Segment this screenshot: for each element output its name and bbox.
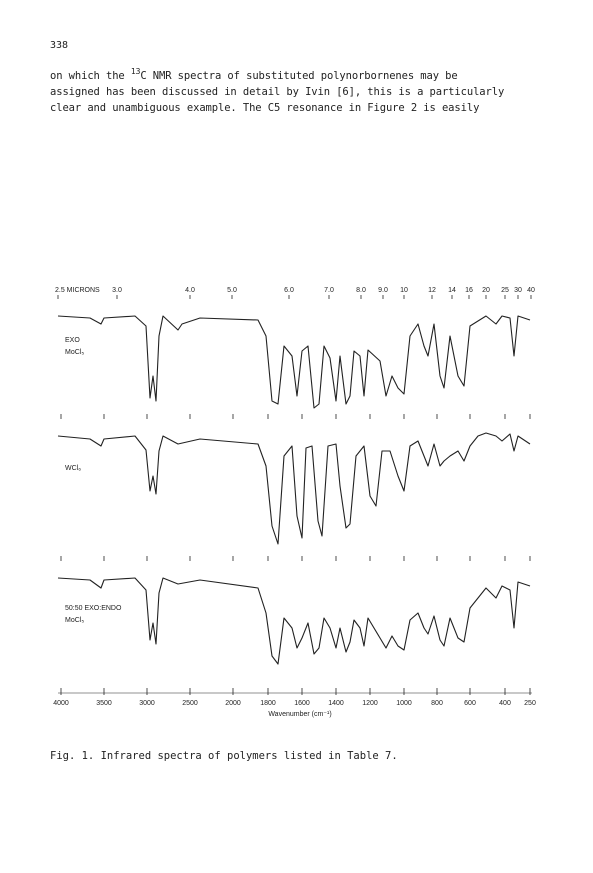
spectrum-trace-1 <box>58 316 530 408</box>
top-scale-tick-label: 8.0 <box>356 287 366 294</box>
body-line-1: on which the $^{13}$C NMR spectra of substituted polynorbornenes may be <box>50 67 458 82</box>
x-axis-tick-label: 1400 <box>328 700 344 707</box>
x-axis-tick-label: 4000 <box>53 700 69 707</box>
top-scale-tick-label: 25 <box>501 287 509 294</box>
spectrum-trace-3 <box>58 578 530 664</box>
top-scale-tick-label: 5.0 <box>227 287 237 294</box>
top-scale-microns-label: 2.5 MICRONS <box>55 287 100 294</box>
top-scale-tick-label: 20 <box>482 287 490 294</box>
spectrum-label-1: EXO <box>65 337 80 344</box>
x-axis-tick-label: 250 <box>524 700 536 707</box>
x-axis-tick-label: 2000 <box>225 700 241 707</box>
body-line-3: clear and unambiguous example. The C5 resonance in Figure 2 is easily <box>50 102 480 114</box>
ir-spectra-plot <box>0 270 593 730</box>
x-axis-tick-label: 3500 <box>96 700 112 707</box>
x-axis-tick-label: 1600 <box>294 700 310 707</box>
x-axis-tick-label: 400 <box>499 700 511 707</box>
top-scale-tick-label: 12 <box>428 287 436 294</box>
spectrum-sublabel-3: MoCl₅ <box>65 617 85 624</box>
body-text <box>50 64 550 116</box>
body-line-2: assigned has been discussed in detail by Ivin [6], this is a particularly <box>50 86 505 98</box>
x-axis-tick-label: 800 <box>431 700 443 707</box>
x-axis-tick-label: 1000 <box>396 700 412 707</box>
top-scale-tick-label: 30 <box>514 287 522 294</box>
top-scale-tick-label: 14 <box>448 287 456 294</box>
ir-spectra-figure <box>0 270 593 730</box>
spectrum-trace-2 <box>58 433 530 544</box>
x-axis-tick-label: 3000 <box>139 700 155 707</box>
spectrum-label-3: 50:50 EXO:ENDO <box>65 605 122 612</box>
x-axis-tick-label: 1200 <box>362 700 378 707</box>
top-scale-tick-label: 4.0 <box>185 287 195 294</box>
spectrum-sublabel-1: MoCl₅ <box>65 349 85 356</box>
page-number: 338 <box>50 40 69 51</box>
top-scale-tick-label: 16 <box>465 287 473 294</box>
top-scale-tick-label: 9.0 <box>378 287 388 294</box>
top-scale-tick-label: 7.0 <box>324 287 334 294</box>
top-scale-tick-label: 10 <box>400 287 408 294</box>
figure-caption: Fig. 1. Infrared spectra of polymers listed in Table 7. <box>50 750 398 762</box>
top-scale-tick-label: 40 <box>527 287 535 294</box>
top-scale-tick-label: 3.0 <box>112 287 122 294</box>
x-axis-tick-label: 1800 <box>260 700 276 707</box>
x-axis-label: Wavenumber (cm⁻¹) <box>268 711 332 718</box>
spectrum-label-2: WCl₆ <box>65 465 82 472</box>
x-axis-tick-label: 2500 <box>182 700 198 707</box>
top-scale-tick-label: 6.0 <box>284 287 294 294</box>
x-axis-tick-label: 600 <box>464 700 476 707</box>
